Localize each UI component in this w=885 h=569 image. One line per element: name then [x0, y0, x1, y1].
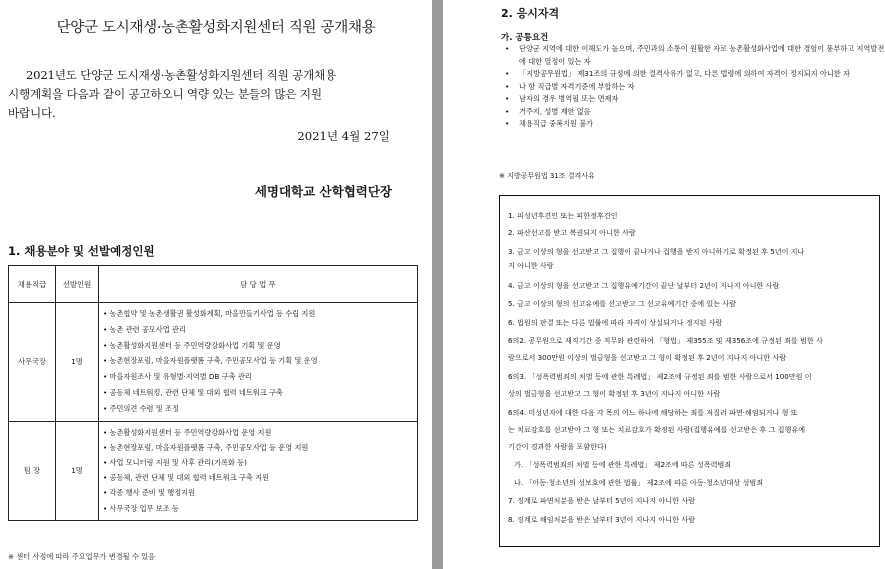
duty-item: • 농촌현장포럼, 마을자원플랫폼 구축, 주민공모사업 등 운영 지원: [103, 442, 309, 452]
document-title: 단양군 도시재생·농촌활성화지원센터 직원 공개채용: [56, 20, 376, 36]
disqualification-box: [499, 195, 880, 547]
requirement-text: 「지방공무원법」 제31조의 규정에 의한 결격사유가 없고, 다른 법령에 의하여 자격이 정지되지 아니한 자: [519, 69, 850, 78]
intro-line: 2021년도 단양군 도시재생·농촌활성화지원센터 직원 공개채용: [26, 68, 337, 82]
requirement-text: 남자의 경우 병역필 또는 면제자: [519, 94, 619, 103]
disqualification-line: 상의 벌금형을 선고받고 그 형이 확정된 후 3년이 지나지 아니한 사람: [508, 389, 721, 398]
document-page-1: [0, 0, 432, 569]
position-cell: 사무국장: [9, 303, 56, 422]
header-count: 선발인원: [56, 266, 99, 303]
disqualification-line: 4. 금고 이상의 형을 선고받고 그 집행유예기간이 끝난 날부터 2년이 지나지 아니한 사람: [508, 281, 780, 290]
disqualification-line: 6의4. 미성년자에 대한 다음 각 목의 어느 하나에 해당하는 죄를 저질러 파면·해임되거나 형 또: [508, 408, 798, 417]
duty-item: • 농촌활성화지원센터 등 주민역량강화사업 기획 및 운영: [103, 340, 281, 350]
section-1-heading: 1. 채용분야 및 선발예정인원: [8, 244, 155, 258]
requirement-text: 단양군 지역에 대한 이해도가 높으며, 주민과의 소통이 원활한 자로 농촌활성화사업에 대한 경험이 풍부하고 지역발전에 대한 열정이 있는 자: [519, 44, 885, 66]
requirements-list: [505, 43, 885, 131]
duty-item: • 각종 행사 준비 및 행정지원: [103, 488, 196, 498]
duty-item: • 사업 모니터링 지원 및 사후 관리(기록화 등): [103, 457, 247, 467]
list-item: • 채용직급 중복지원 불가: [505, 118, 885, 131]
duty-item: • 농촌현장포럼, 마을자원플랫폼 구축, 주민공모사업 등 기획 및 운영: [103, 356, 318, 366]
intro-line: 시행계획을 다음과 같이 공고하오니 역량 있는 분들의 많은 지원: [8, 87, 322, 101]
disqualification-line: 5. 금고 이상의 형의 선고유예를 선고받고 그 선고유예기간 중에 있는 사람: [508, 299, 737, 308]
list-item: • 단양군 지역에 대한 이해도가 높으며, 주민과의 소통이 원활한 자로 농촌활성화사업에 대한 경험이 풍부하고 지역발전에 대한 열정이 있는 자: [505, 43, 885, 68]
header-position: 채용직급: [9, 266, 56, 303]
count-cell: 1명: [56, 303, 99, 422]
disqualification-line: 6의2. 공무원으로 재직기간 중 직무와 관련하여 「형법」 제355조 및 제356조에 규정된 죄를 범한 사: [508, 336, 823, 345]
duty-item: • 농촌 관련 공모사업 관리: [103, 324, 186, 334]
disqualification-line: 8. 징계로 해임처분을 받은 날부터 3년이 지나지 아니한 사람: [508, 515, 695, 524]
duty-item: • 농촌활성화지원센터 등 주민역량강화사업 운영 지원: [103, 427, 272, 437]
table-row: [9, 303, 418, 422]
announcement-date: 2021년 4월 27일: [297, 129, 390, 143]
disqualification-line: 3. 금고 이상의 형을 선고받고 그 집행이 끝나거나 집행을 받지 아니하기로 확정된 후 5년이 지나: [508, 247, 805, 256]
organization-name: 세명대학교 산학협력단장: [254, 184, 392, 199]
table-header-row: [9, 266, 418, 303]
disqualification-line: 람으로서 300만원 이상의 벌금형을 선고받고 그 형이 확정된 후 2년이 지나지 아니한 사람: [508, 353, 787, 362]
disqualification-line: 6의3. 「성폭력범죄의 처벌 등에 관한 특례법」 제2조에 규정된 죄를 범한 사람으로서 100만원 이: [508, 372, 812, 381]
header-duties: 담 당 업 무: [99, 266, 418, 303]
list-item: • 거주지, 성별 제한 없음: [505, 106, 885, 119]
list-item: • 남자의 경우 병역필 또는 면제자: [505, 93, 885, 106]
disqualification-line: 나. 「아동·청소년의 성보호에 관한 법률」 제2조에 따른 아동·청소년대상 성범죄: [514, 478, 764, 487]
table-row: [9, 421, 418, 520]
duty-item: • 공동체, 관련 단체 및 대외 협력 네트워크 구축 지원: [103, 473, 269, 483]
duty-item: • 사무국장 업무 보조 등: [103, 503, 179, 513]
disqualification-line: 7. 징계로 파면처분을 받은 날부터 5년이 지나지 아니한 사람: [508, 496, 695, 505]
duty-item: • 마을자원조사 및 유형별·지역별 DB 구축 관리: [103, 372, 252, 382]
disqualification-line: 1. 피성년후견인 또는 피한정후견인: [508, 211, 618, 220]
recruitment-table: [8, 265, 418, 521]
disqualification-line: 기간이 경과한 사람을 포함한다): [508, 442, 607, 451]
duties-cell: [99, 421, 418, 520]
page-gutter: [432, 0, 443, 569]
duty-item: • 공동체 네트워킹, 관련 단체 및 대외 협력 네트워크 구축: [103, 387, 283, 397]
intro-line: 바랍니다.: [8, 106, 56, 120]
disqualification-note: ※ 지방공무원법 31조 결격사유: [499, 172, 595, 180]
position-cell: 팀 장: [9, 421, 56, 520]
list-item: • 「지방공무원법」 제31조의 규정에 의한 결격사유가 없고, 다른 법령에 의하여 자격이 정지되지 아니한 자: [505, 68, 885, 81]
disqualification-line: 2. 파산선고를 받고 복권되지 아니한 사람: [508, 228, 636, 237]
requirement-text: 나 항 직급별 자격기준에 부합하는 자: [519, 81, 635, 91]
document-page-2: [443, 0, 885, 569]
duties-cell: [99, 303, 418, 422]
intro-paragraph: [8, 66, 388, 123]
disqualification-line: 6. 법원의 판결 또는 다른 법률에 따라 자격이 상실되거나 정지된 사람: [508, 318, 723, 327]
disqualification-line: 지 아니한 사람: [508, 261, 554, 270]
disqualification-line: 가. 「성폭력범죄의 처벌 등에 관한 특례법」 제2조에 따른 성폭력범죄: [514, 460, 732, 469]
duty-item: • 주민의견 수렴 및 조정: [103, 403, 179, 413]
table-footnote: ※ 센터 사정에 따라 주요업무가 변경될 수 있음: [8, 552, 155, 561]
duty-item: • 농촌협약 및 농촌생활권 활성화계획, 마을만들기사업 등 수립 지원: [103, 309, 316, 318]
requirement-text: 채용직급 중복지원 불가: [519, 119, 594, 128]
section-2-heading: 2. 응시자격: [501, 7, 560, 20]
subsection-heading: 가. 공통요건: [501, 33, 549, 43]
count-cell: 1명: [56, 421, 99, 520]
list-item: • 나 항 직급별 자격기준에 부합하는 자: [505, 81, 885, 94]
requirement-text: 거주지, 성별 제한 없음: [519, 106, 591, 116]
disqualification-line: 는 치료감호를 선고받아 그 형 또는 치료감호가 확정된 사람(집행유예를 선고받은 후 그 집행유예: [508, 425, 806, 434]
